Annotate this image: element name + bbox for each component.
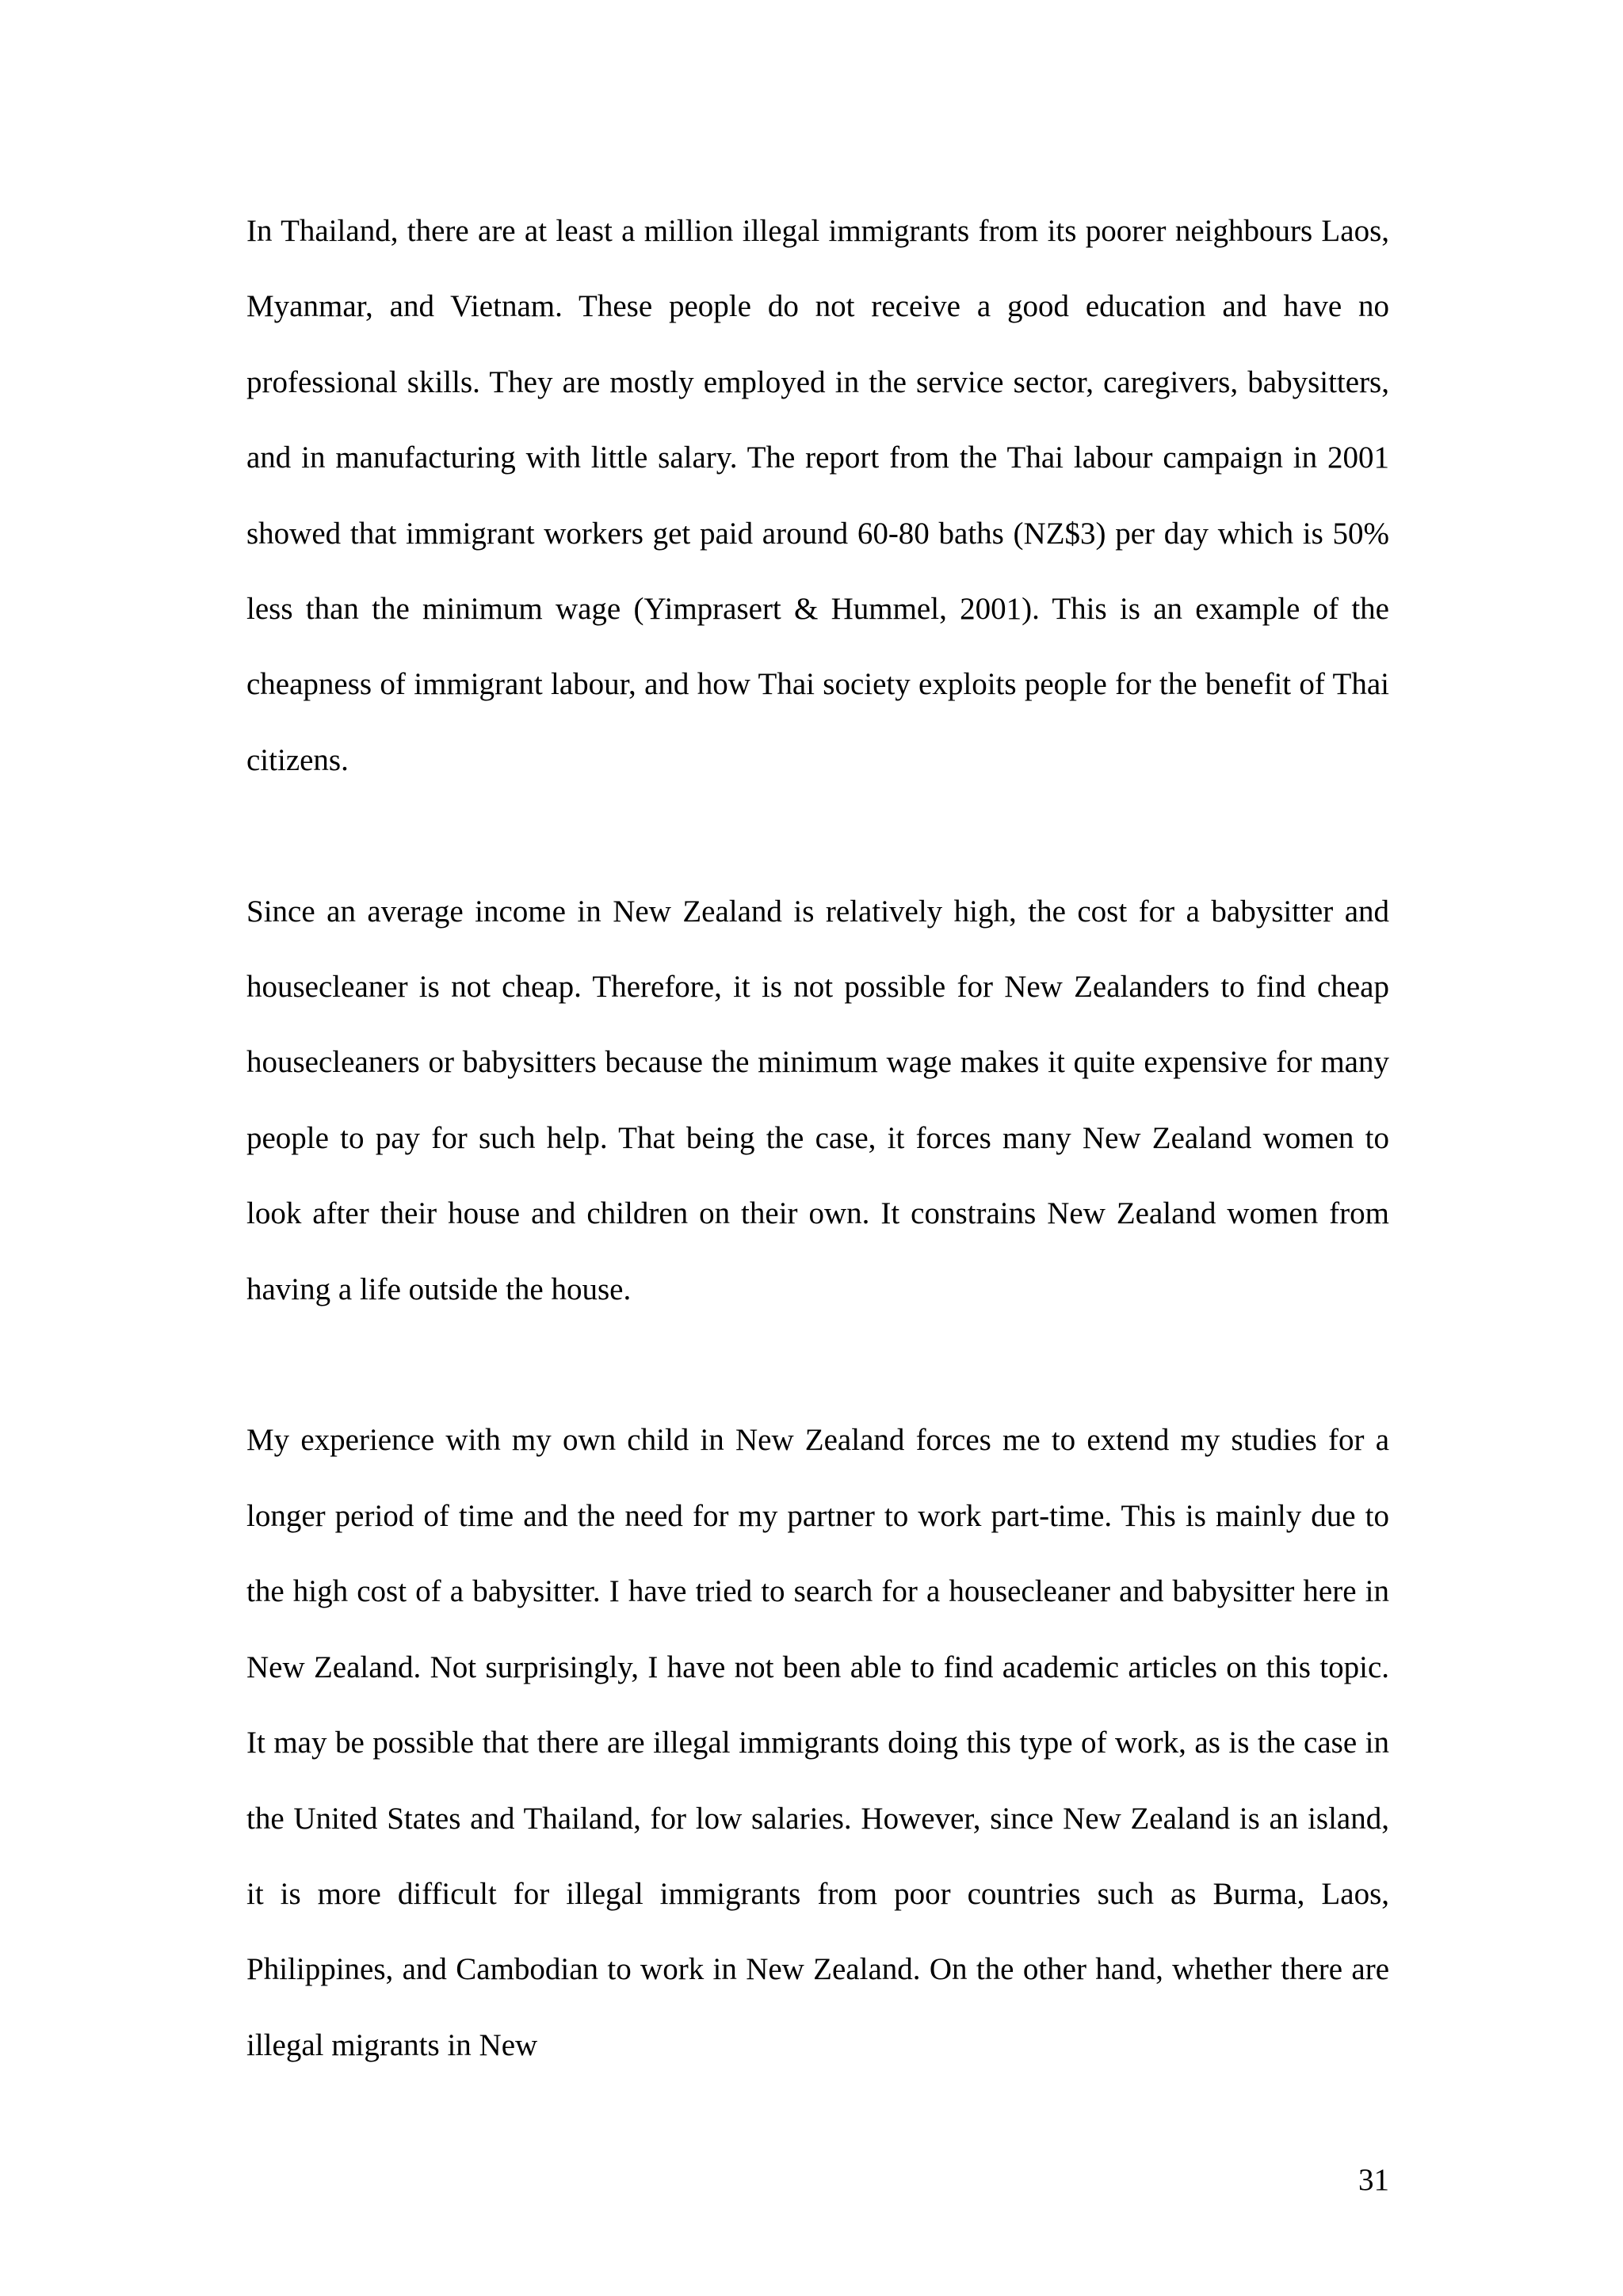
paragraph-new-zealand-costs: Since an average income in New Zealand is relatively high, the cost for a babysitter and housecleaner is not cheap. Therefore, it is not possible for New Zealanders to find cheap housecleaners or babysitters because the minimum wage makes it quite expensive for many people to pay for such help. That being the case, it forces many New Zealand women to look after their house and children on their own. It constrains New Zealand women from having a life outside the house. xyxy=(246,894,1389,1306)
paragraph-thailand-immigrants: In Thailand, there are at least a million illegal immigrants from its poorer neighbours Laos, Myanmar, and Vietnam. These people do not receive a good education and have no professional skills. They are mostly employed in the service sector, caregivers, babysitters, and in manufacturing with little salary. The report from the Thai labour campaign in 2001 showed that immigrant workers get paid around 60-80 baths (NZ$3) per day which is 50% less than the minimum wage (Yimprasert & Hummel, 2001). This is an example of the cheapness of immigrant labour, and how Thai society exploits people for the benefit of Thai citizens. xyxy=(246,214,1389,777)
paragraph-personal-experience: My experience with my own child in New Zealand forces me to extend my studies for a longer period of time and the need for my partner to work part-time. This is mainly due to the high cost of a babysitter. I have tried to search for a housecleaner and babysitter here in New Zealand. Not surprisingly, I have not been able to find academic articles on this topic. It may be possible that there are illegal immigrants doing this type of work, as is the case in the United States and Thailand, for low salaries. However, since New Zealand is an island, it is more difficult for illegal immigrants from poor countries such as Burma, Laos, Philippines, and Cambodian to work in New Zealand. On the other hand, whether there are illegal migrants in New xyxy=(246,1423,1389,2062)
body-text xyxy=(246,193,1389,2083)
page-number: 31 xyxy=(1358,2163,1389,2197)
